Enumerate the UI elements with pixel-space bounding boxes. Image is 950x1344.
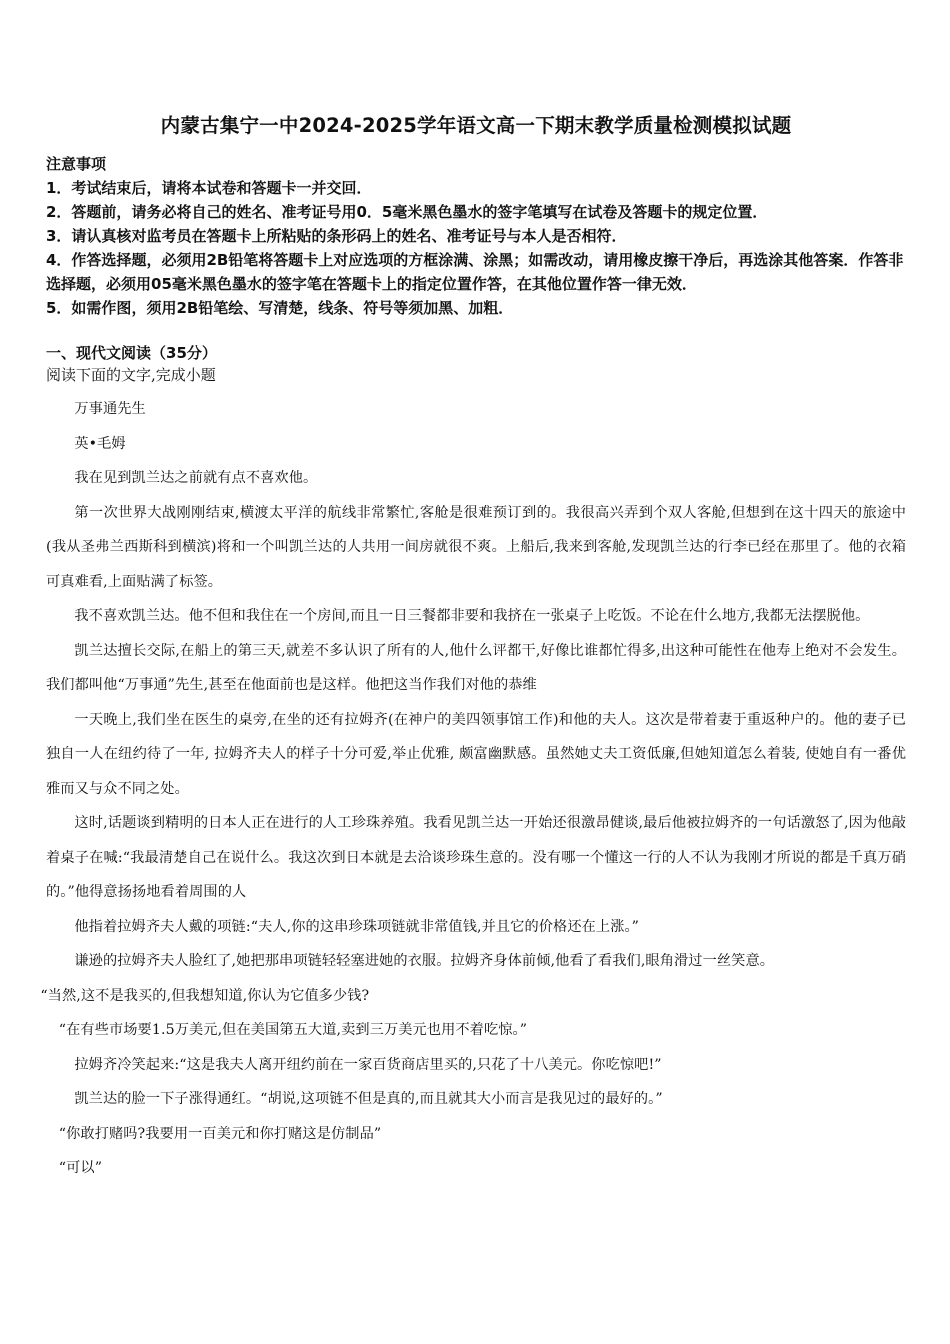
notice-item: 4．作答选择题，必须用2B铅笔将答题卡上对应选项的方框涂满、涂黑；如需改动，请用橡皮擦干净后，再选涂其他答案．作答非选择题，必须用05毫米黑色墨水的签字笔在答题卡上的指定位置作答，在其他位置作答一律无效． xyxy=(46,251,904,293)
notice-block xyxy=(46,152,906,320)
article-paragraph: 凯兰达的脸一下子涨得通红。“胡说,这项链不但是真的,而且就其大小而言是我见过的最好的。” xyxy=(74,1091,663,1107)
article-paragraph: 我不喜欢凯兰达。他不但和我住在一个房间,而且一日三餐都非要和我挤在一张桌子上吃饭。不论在什么地方,我都无法摆脱他。 xyxy=(74,608,870,624)
section-intro: 阅读下面的文字,完成小题 xyxy=(46,366,216,384)
article-paragraph: “当然,这不是我买的,但我想知道,你认为它值多少钱? xyxy=(40,987,370,1004)
article-paragraph: 这时,话题谈到精明的日本人正在进行的人工珍珠养殖。我看见凯兰达一开始还很激昂健谈,最后他被拉姆齐的一句话激怒了,因为他敲着桌子在喊:“我最清楚自己在说什么。我这次到日本就是去洽谈珍珠生意的。没有哪一个懂这一行的人不认为我刚才所说的都是千真万硝的。”他得意扬扬地看着周围的人 xyxy=(46,815,906,900)
notice-heading: 注意事项 xyxy=(46,155,107,173)
article-title: 万事通先生 xyxy=(74,401,146,417)
article-paragraph: 谦逊的拉姆齐夫人脸红了,她把那串项链轻轻塞进她的衣服。拉姆齐身体前倾,他看了看我们,眼角滑过一丝笑意。 xyxy=(74,953,775,969)
notice-item: 1．考试结束后，请将本试卷和答题卡一并交回． xyxy=(46,179,372,197)
notice-item: 3．请认真核对监考员在答题卡上所粘贴的条形码上的姓名、准考证号与本人是否相符． xyxy=(46,227,627,245)
article-paragraph: 第一次世界大战刚刚结束,横渡太平洋的航线非常繁忙,客舱是很难预订到的。我很高兴弄到个双人客舱,但想到在这十四天的旅途中(我从圣弗兰西斯科到横滨)将和一个叫凯兰达的人共用一间房就很不爽。上船后,我来到客舱,发现凯兰达的行李已经在那里了。他的衣箱可真难看,上面贴满了标签。 xyxy=(46,504,906,590)
notice-item: 2．答题前，请务必将自己的姓名、准考证号用0．5毫米黑色墨水的签字笔填写在试卷及答题卡的规定位置． xyxy=(46,203,768,221)
article-paragraph: 一天晚上,我们坐在医生的桌旁,在坐的还有拉姆齐(在神户的美四领事馆工作)和他的夫人。这次是带着妻于重返种户的。他的妻子已独自一人在纽约待了一年, 拉姆齐夫人的样子十分可爱,举止优雅, 颇富幽默感。虽然她丈夫工资低廉,但她知道怎么着装, 使她自有一番优雅而又与众不同之处。 xyxy=(46,711,906,797)
article-body xyxy=(40,392,906,1186)
article-author: 英•毛姆 xyxy=(74,435,126,452)
article-paragraph: “可以” xyxy=(58,1160,103,1176)
article-paragraph: 我在见到凯兰达之前就有点不喜欢他。 xyxy=(74,470,318,486)
article-paragraph: “你敢打赌吗?我要用一百美元和你打赌这是仿制品” xyxy=(58,1125,382,1142)
article-paragraph: 拉姆齐冷笑起来:“这是我夫人离开纽约前在一家百货商店里买的,只花了十八美元。你吃惊吧!” xyxy=(74,1056,662,1073)
page-title: 内蒙古集宁一中2024-2025学年语文高一下期末教学质量检测模拟试题 xyxy=(160,114,792,137)
article-paragraph: “在有些市场要1.5万美元,但在美国第五大道,卖到三万美元也用不着吃惊。” xyxy=(58,1022,528,1038)
article-paragraph: 他指着拉姆齐夫人戴的项链:“夫人,你的这串珍珠项链就非常值钱,并且它的价格还在上涨。” xyxy=(74,918,640,935)
section-heading: 一、现代文阅读（35分） xyxy=(46,344,217,362)
article-paragraph: 凯兰达擅长交际,在船上的第三天,就差不多认识了所有的人,他什么评都干,好像比谁都忙得多,出这种可能性在他寿上绝对不会发生。我们都叫他“万事通”先生,甚至在他面前也是这样。他把这当作我们对他的恭维 xyxy=(46,642,906,693)
notice-item: 5．如需作图，须用2B铅笔绘、写清楚，线条、符号等须加黑、加粗． xyxy=(46,299,514,317)
